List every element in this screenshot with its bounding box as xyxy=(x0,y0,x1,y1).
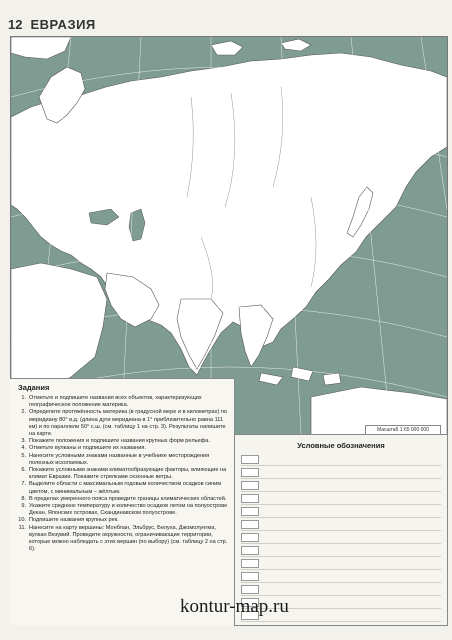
task-item xyxy=(14,503,228,517)
task-item xyxy=(14,409,228,438)
tasks-panel xyxy=(10,378,235,625)
task-number: 5. xyxy=(21,452,26,459)
task-text: Нанесите условными знаками названные в учебнике месторождения полезных ископаемых. xyxy=(29,452,210,466)
task-text: Выделите области с максимальным годовым количеством осадков синим цветом, с минимальным – жёлтым. xyxy=(29,481,222,495)
page-number: 12 xyxy=(8,16,23,32)
legend-row xyxy=(241,583,441,596)
legend-row xyxy=(241,492,441,505)
task-number: 11. xyxy=(18,524,26,531)
legend-swatch xyxy=(241,546,259,555)
task-text: Определите протяжённость материка (в градусной мере и в километрах) по меридиану 80° в.д. (длина дуги меридиана в 1° приблизительно равна 111 км) и по параллели 50° с.ш. (см. таблицу 1 на стр. 3). Результаты напишите на карте. xyxy=(29,409,228,438)
eurasia-contour-map xyxy=(10,36,448,436)
task-text: В пределах умеренного пояса проведите границы климатических областей. xyxy=(29,495,227,502)
tasks-title: Задания xyxy=(18,383,50,392)
page-title: ЕВРАЗИЯ xyxy=(30,16,96,32)
task-item xyxy=(14,445,228,452)
map-scale-label: Масштаб 1:65 000 000 xyxy=(365,425,441,435)
task-number: 10. xyxy=(18,517,26,524)
legend-swatch xyxy=(241,533,259,542)
legend-row xyxy=(241,557,441,570)
legend-row xyxy=(241,505,441,518)
task-number: 6. xyxy=(21,467,26,474)
task-text: Нанесите на карту вершины: Монблан, Эльбрус, Белуха, Джомолунгма, вулкан Везувий. Проведите окружности, ограничивающие территории, которые можно наблюдать с этих вершин (по выбору) (см. таблицу 2 на стр. 6). xyxy=(29,524,228,553)
task-number: 1. xyxy=(21,395,26,401)
site-watermark: kontur-map.ru xyxy=(180,596,289,617)
legend-swatch xyxy=(241,572,259,581)
task-number: 8. xyxy=(21,495,26,502)
task-item xyxy=(14,481,228,495)
page-header xyxy=(8,16,96,32)
task-text: Покажите положения и подпишите названия крупных форм рельефа. xyxy=(29,438,210,445)
legend-row xyxy=(241,544,441,557)
legend-row xyxy=(241,518,441,531)
legend-swatch xyxy=(241,494,259,503)
task-item xyxy=(14,525,228,554)
legend-swatch xyxy=(241,507,259,516)
legend-row xyxy=(241,466,441,479)
legend-swatch xyxy=(241,559,259,568)
map-svg xyxy=(11,37,447,435)
task-item xyxy=(14,467,228,481)
legend-swatch xyxy=(241,520,259,529)
legend-swatch xyxy=(241,468,259,477)
legend-row xyxy=(241,453,441,466)
legend-title: Условные обозначения xyxy=(297,441,385,450)
task-item xyxy=(14,438,228,445)
task-item xyxy=(14,517,228,524)
task-text: Укажите среднюю температуру и количество осадков летом на полуострове Декан, Японских островах, Скандинавском полуострове. xyxy=(29,503,228,517)
task-number: 7. xyxy=(21,481,26,488)
task-text: Покажите условными знаками климатообразующие факторы, влияющие на климат Евразии. Покажите стрелками сезонные ветры. xyxy=(29,467,227,481)
task-text: Отметьте вулканы и подпишите их названия. xyxy=(29,445,146,452)
task-item xyxy=(14,453,228,467)
legend-swatch xyxy=(241,481,259,490)
tasks-list xyxy=(14,395,228,553)
task-text: Отметьте и подпишите названия всех объектов, характеризующих географическое положение материка. xyxy=(29,395,202,409)
task-item xyxy=(14,496,228,503)
task-number: 3. xyxy=(21,438,26,445)
legend-swatch xyxy=(241,585,259,594)
task-item xyxy=(14,395,228,409)
legend-row xyxy=(241,570,441,583)
legend-row xyxy=(241,531,441,544)
task-number: 9. xyxy=(21,503,26,510)
legend-row xyxy=(241,479,441,492)
task-text: Подпишите названия крупных рек. xyxy=(29,517,119,524)
legend-swatch xyxy=(241,455,259,464)
task-number: 2. xyxy=(21,409,26,416)
task-number: 4. xyxy=(21,445,26,452)
